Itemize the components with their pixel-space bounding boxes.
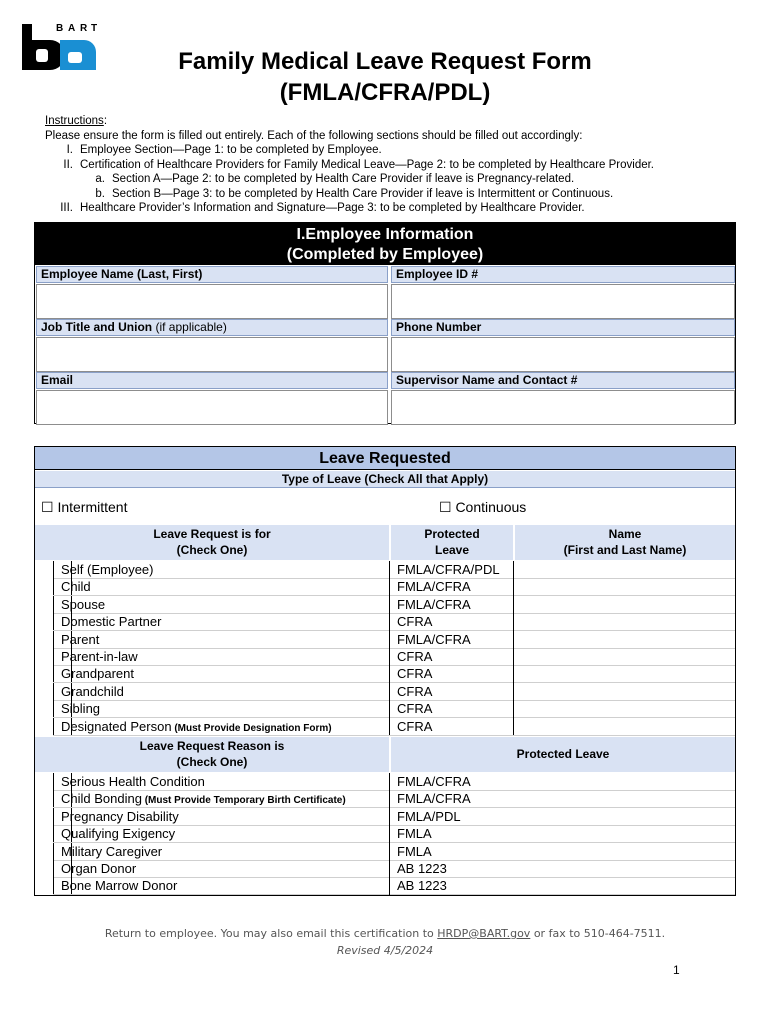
- request-row-protected-leave: FMLA/CFRA: [397, 631, 471, 647]
- request-row-name-field[interactable]: [515, 578, 735, 595]
- intermittent-checkbox[interactable]: ☐ Intermittent: [41, 499, 128, 515]
- request-row-name-field[interactable]: [515, 718, 735, 735]
- instructions: Instructions: Please ensure the form is filled out entirely. Each of the following sections should be filled out accordingly: I. Employee Section—Page 1: to be completed by Employee. II. Certification of Healthcare Providers for Family Medical Leave—Page 2: to be completed by Healthcare Provider. a. Section A—Page 2: to be completed by Health Care Provider if leave is Pregnancy-related. b. Section B—Page 3: to be completed by Health Care Provider if leave is Intermittent or Continuous. III. Healthcare Provider’s Information and Signature—Page 3: to be completed by Healthcare Provider.: [45, 114, 745, 216]
- job-title-label: Job Title and Union (if applicable): [36, 319, 388, 336]
- reason-protected-header: Protected Leave: [391, 737, 735, 772]
- employee-information-section: [34, 222, 736, 424]
- request-row-name-field[interactable]: [515, 613, 735, 630]
- hr-email-link[interactable]: HRDP@BART.gov: [437, 927, 531, 940]
- leave-requested-section: [34, 446, 736, 896]
- request-row-name-field[interactable]: [515, 596, 735, 613]
- request-row-label: Designated Person (Must Provide Designation Form): [61, 718, 332, 734]
- request-row-label: Sibling: [61, 701, 101, 717]
- request-row-label: Grandchild: [61, 683, 124, 699]
- request-for-header: Leave Request is for (Check One): [35, 525, 389, 560]
- svg-text:R: R: [80, 23, 88, 34]
- employee-section-header: I.Employee Information (Completed by Employee): [35, 223, 735, 265]
- svg-text:A: A: [68, 23, 76, 34]
- request-row-protected-leave: CFRA: [397, 718, 433, 734]
- svg-text:B: B: [56, 23, 70, 34]
- reason-header: Leave Request Reason is (Check One): [35, 737, 389, 772]
- employee-name-field[interactable]: [36, 284, 388, 319]
- job-title-field[interactable]: [36, 337, 388, 372]
- reason-row-protected-leave: FMLA: [397, 826, 432, 842]
- instruction-subitem: b. Section B—Page 3: to be completed by Health Care Provider if leave is Intermittent or Continuous.: [95, 187, 614, 200]
- request-row-label: Parent: [61, 631, 100, 647]
- request-row-protected-leave: FMLA/CFRA/PDL: [397, 562, 500, 577]
- request-row-name-field[interactable]: [515, 561, 735, 578]
- request-row-name-field[interactable]: [515, 683, 735, 700]
- phone-number-label: Phone Number: [391, 319, 735, 336]
- leave-requested-header: Leave Requested: [35, 447, 735, 470]
- reason-row-label: Military Caregiver: [61, 843, 163, 859]
- row-divider: [53, 894, 735, 895]
- employee-id-field[interactable]: [391, 284, 735, 319]
- reason-row-label: Bone Marrow Donor: [61, 878, 178, 894]
- instructions-intro: Please ensure the form is filled out entirely. Each of the following sections should be filled out accordingly:: [45, 129, 583, 142]
- name-header: Name (First and Last Name): [515, 525, 735, 560]
- protected-leave-header: Protected Leave: [391, 525, 513, 560]
- request-row-name-field[interactable]: [515, 700, 735, 717]
- request-row-protected-leave: CFRA: [397, 666, 433, 682]
- svg-text:T: T: [91, 23, 98, 34]
- request-row-protected-leave: CFRA: [397, 614, 433, 630]
- reason-row-protected-leave: FMLA: [397, 843, 432, 859]
- instructions-heading: Instructions: [45, 115, 104, 127]
- continuous-checkbox[interactable]: ☐ Continuous: [439, 499, 527, 515]
- reason-row-label: Pregnancy Disability: [61, 808, 179, 824]
- request-row-protected-leave: CFRA: [397, 683, 433, 699]
- request-row-protected-leave: FMLA/CFRA: [397, 579, 471, 595]
- type-of-leave-header: Type of Leave (Check All that Apply): [35, 471, 735, 488]
- column-divider: [389, 561, 390, 735]
- instruction-subitem: a. Section A—Page 2: to be completed by Health Care Provider if leave is Pregnancy-related.: [95, 173, 575, 185]
- reason-row-protected-leave: FMLA/CFRA: [397, 791, 471, 807]
- reason-row-label: Child Bonding (Must Provide Temporary Birth Certificate): [61, 791, 346, 807]
- request-row-label: Child: [61, 579, 91, 595]
- row-divider: [53, 735, 735, 736]
- request-row-protected-leave: CFRA: [397, 701, 433, 717]
- email-label: Email: [36, 372, 388, 389]
- reason-row-label: Organ Donor: [61, 861, 137, 876]
- form-subtitle: (FMLA/CFRA/PDL): [279, 79, 491, 106]
- request-row-label: Domestic Partner: [61, 614, 162, 630]
- request-row-name-field[interactable]: [515, 631, 735, 648]
- form-title: Family Medical Leave Request Form: [178, 48, 592, 75]
- supervisor-label: Supervisor Name and Contact #: [391, 372, 735, 389]
- instruction-item: III. Healthcare Provider’s Information and Signature—Page 3: to be completed by Healthcare Provider.: [60, 202, 585, 214]
- request-row-label: Spouse: [61, 596, 106, 612]
- phone-number-field[interactable]: [391, 337, 735, 372]
- request-row-name-field[interactable]: [515, 648, 735, 665]
- column-divider: [513, 561, 514, 735]
- employee-name-label: Employee Name (Last, First): [36, 266, 388, 283]
- request-row-protected-leave: CFRA: [397, 649, 433, 664]
- reason-row-label: Qualifying Exigency: [61, 826, 176, 842]
- request-row-name-field[interactable]: [515, 665, 735, 682]
- reason-row-protected-leave: AB 1223: [397, 861, 447, 876]
- reason-row-protected-leave: AB 1223: [397, 878, 447, 894]
- email-field[interactable]: [36, 390, 388, 425]
- footer-note: Return to employee. You may also email this certification to HRDP@BART.gov or fax to 510-464-7511.: [104, 927, 666, 940]
- request-row-label: Parent-in-law: [61, 649, 138, 664]
- reason-row-label: Serious Health Condition: [61, 774, 205, 789]
- request-row-protected-leave: FMLA/CFRA: [397, 596, 471, 612]
- reason-row-protected-leave: FMLA/CFRA: [397, 774, 471, 789]
- instruction-item: I. Employee Section—Page 1: to be completed by Employee.: [66, 144, 382, 156]
- column-divider: [389, 773, 390, 895]
- request-row-label: Grandparent: [61, 666, 134, 682]
- request-row-label: Self (Employee): [61, 562, 154, 577]
- employee-id-label: Employee ID #: [391, 266, 735, 283]
- instruction-item: II. Certification of Healthcare Providers for Family Medical Leave—Page 2: to be completed by Healthcare Provider.: [63, 158, 654, 171]
- reason-row-protected-leave: FMLA/PDL: [397, 808, 461, 824]
- revised-date: Revised 4/5/2024: [336, 944, 434, 957]
- supervisor-field[interactable]: [391, 390, 735, 425]
- row-divider: [53, 860, 735, 861]
- page-number: 1: [673, 963, 680, 977]
